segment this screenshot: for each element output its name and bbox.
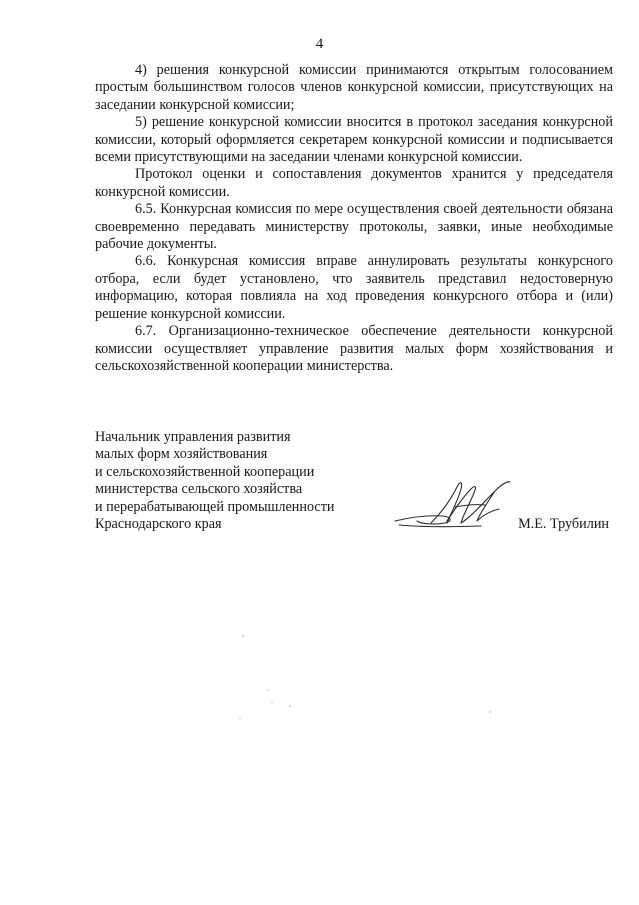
signature-block <box>95 429 615 539</box>
paragraph-item-5: 5) решение конкурсной комиссии вносится в протокол заседания конкурсной комиссии, который оформляется секретарем конкурсной комиссии и подписывается всеми присутствующими на заседании членами конкурсной комиссии. <box>95 114 613 166</box>
handwritten-signature <box>391 477 521 539</box>
paragraph-6-5: 6.5. Конкурсная комиссия по мере осуществления своей деятельности обязана своевременно передавать министерству протоколы, заявки, иные необходимые рабочие документы. <box>95 201 613 253</box>
signer-position-line: Начальник управления развития <box>95 429 291 445</box>
signer-position-line: министерства сельского хозяйства <box>95 481 303 498</box>
paragraph-protocol-storage: Протокол оценки и сопоставления документов хранится у председателя конкурсной комиссии. <box>95 166 613 200</box>
signer-position-line: и перерабатывающей промышленности <box>95 498 335 515</box>
signer-name: М.Е. Трубилин <box>518 516 609 532</box>
paragraph-6-7: 6.7. Организационно-техническое обеспечение деятельности конкурсной комиссии осуществляет управление развития малых форм хозяйствования и сельскохозяйственной кооперации министерства. <box>95 323 613 374</box>
signer-position-line: малых форм хозяйствования <box>95 446 268 463</box>
signer-position-line: и сельскохозяйственной кооперации <box>95 463 315 480</box>
paragraph-6-6: 6.6. Конкурсная комиссия вправе аннулировать результаты конкурсного отбора, если будет установлено, что заявитель представил недостоверную информацию, которая повлияла на ход проведения конкурсного отбора и (или) решение конкурсной комиссии. <box>95 253 613 322</box>
paragraph-item-4: 4) решения конкурсной комиссии принимаются открытым голосованием простым большинством голосов членов конкурсной комиссии, присутствующих на заседании конкурсной комиссии; <box>95 62 613 113</box>
document-body <box>95 62 613 375</box>
signer-position-line: Краснодарского края <box>95 516 222 533</box>
page-number: 4 <box>315 36 324 52</box>
